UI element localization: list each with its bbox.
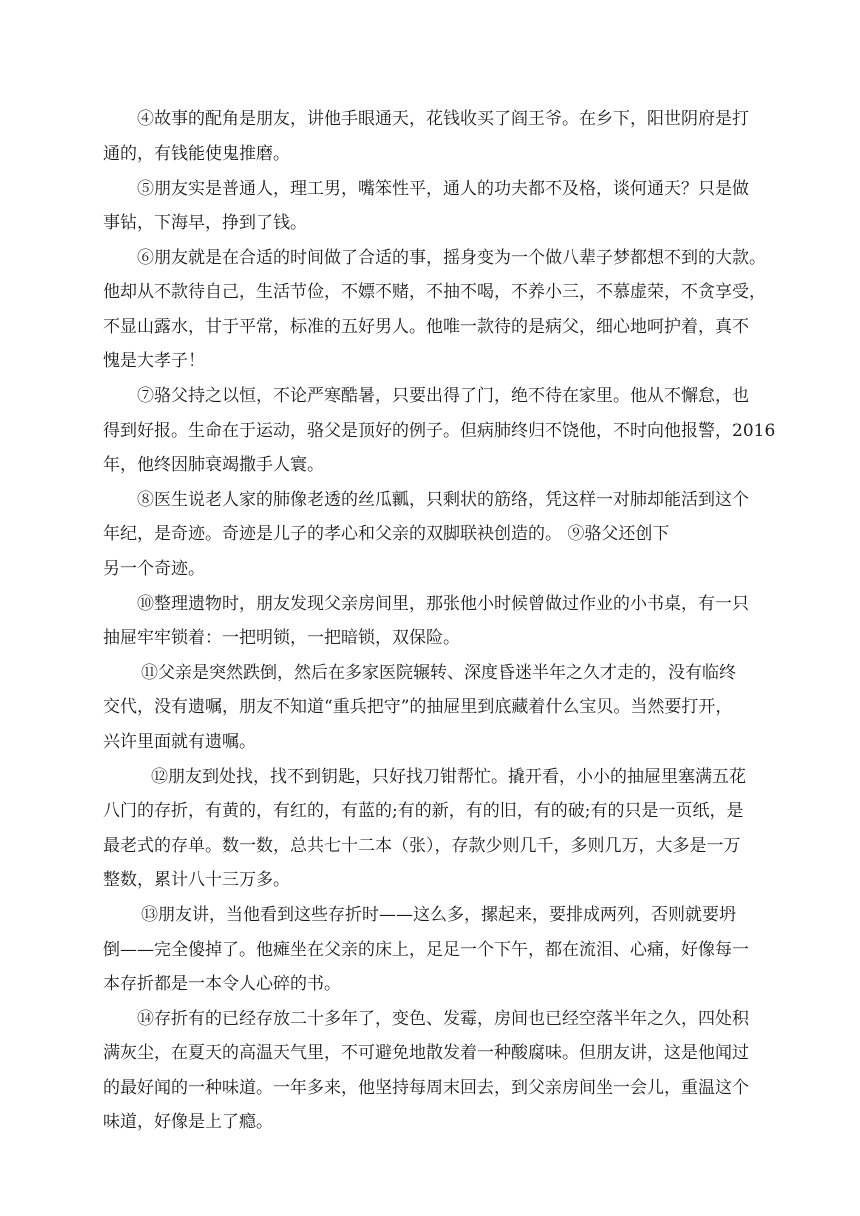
paragraph-12-line-2: 八门的存折，有黄的，有红的，有蓝的;有的新，有的旧，有的破;有的只是一页纸，是 xyxy=(103,801,744,821)
paragraph-5-line-1: ⑤朋友实是普通人，理工男，嘴笨性平，通人的功夫都不及格，谈何通天？只是做 xyxy=(137,179,749,199)
paragraph-14-line-3: 的最好闻的一种味道。一年多来，他坚持每周末回去，到父亲房间坐一会儿，重温这个 xyxy=(103,1078,749,1098)
paragraph-13-line-3: 本存折都是一本令人心碎的书。 xyxy=(103,974,341,994)
paragraph-10-line-1: ⑩整理遗物时，朋友发现父亲房间里，那张他小时候曾做过作业的小书桌，有一只 xyxy=(137,594,749,614)
paragraph-7-line-1: ⑦骆父持之以恒，不论严寒酷暑，只要出得了门，绝不待在家里。他从不懈怠，也 xyxy=(137,386,749,406)
paragraph-9-line: 另一个奇迹。 xyxy=(103,559,205,579)
paragraph-4-line-2: 通的，有钱能使鬼推磨。 xyxy=(103,144,290,164)
paragraph-8-line-1: ⑧医生说老人家的肺像老透的丝瓜瓤，只剩状的筋络，凭这样一对肺却能活到这个 xyxy=(137,490,749,510)
paragraph-7-line-2: 得到好报。生命在于运动，骆父是顶好的例子。但病肺终归不饶他，不时向他报警，2016 xyxy=(103,421,776,441)
paragraph-14-line-2: 满灰尘，在夏天的高温天气里，不可避免地散发着一种酸腐味。但朋友讲，这是他闻过 xyxy=(103,1043,749,1063)
paragraph-6-line-3: 不显山露水，甘于平常，标准的五好男人。他唯一款待的是病父，细心地呵护着，真不 xyxy=(103,317,749,337)
paragraph-4-line-1: ④故事的配角是朋友，讲他手眼通天，花钱收买了阎王爷。在乡下，阳世阴府是打 xyxy=(137,109,749,129)
paragraph-11-line-2: 交代，没有遗嘱，朋友不知道“重兵把守”的抽屉里到底藏着什么宝贝。当然要打开， xyxy=(103,697,733,717)
paragraph-6-line-4: 愧是大孝子！ xyxy=(103,351,205,371)
paragraph-6-line-1: ⑥朋友就是在合适的时间做了合适的事，摇身变为一个做八辈子梦都想不到的大款。 xyxy=(137,248,766,268)
paragraph-12-line-3: 最老式的存单。数一数，总共七十二本（张），存款少则几千，多则几万，大多是一万 xyxy=(103,836,741,856)
paragraph-13-line-1: ⑬朋友讲，当他看到这些存折时——这么多，摞起来，要排成两列，否则就要坍 xyxy=(141,905,736,925)
paragraph-11-line-1: ⑪父亲是突然跌倒，然后在多家医院辗转、深度昏迷半年之久才走的，没有临终 xyxy=(141,663,736,683)
paragraph-14-line-1: ⑭存折有的已经存放二十多年了，变色、发霉，房间也已经空落半年之久，四处积 xyxy=(137,1009,749,1029)
paragraph-7-line-3: 年，他终因肺衰竭撒手人寰。 xyxy=(103,455,324,475)
paragraph-14-line-4: 味道，好像是上了瘾。 xyxy=(103,1112,273,1132)
paragraph-5-line-2: 事钻，下海早，挣到了钱。 xyxy=(103,213,307,233)
paragraph-6-line-2: 他却从不款待自己，生活节俭，不嫖不赌，不抽不喝，不养小三，不慕虚荣，不贪享受， xyxy=(103,282,766,302)
paragraph-12-line-1: ⑫朋友到处找，找不到钥匙，只好找刀钳帮忙。撬开看，小小的抽屉里塞满五花 xyxy=(151,767,746,787)
paragraph-11-line-3: 兴许里面就有遗嘱。 xyxy=(103,732,256,752)
paragraph-12-line-4: 整数，累计八十三万多。 xyxy=(103,870,290,890)
paragraph-10-line-2: 抽屉牢牢锁着：一把明锁，一把暗锁，双保险。 xyxy=(103,628,460,648)
paragraph-8-line-2: 年纪，是奇迹。奇迹是儿子的孝心和父亲的双脚联袂创造的。 ⑨骆父还创下 xyxy=(103,524,670,544)
paragraph-13-line-2: 倒——完全傻掉了。他瘫坐在父亲的床上，足足一个下午，都在流泪、心痛，好像每一 xyxy=(103,940,749,960)
